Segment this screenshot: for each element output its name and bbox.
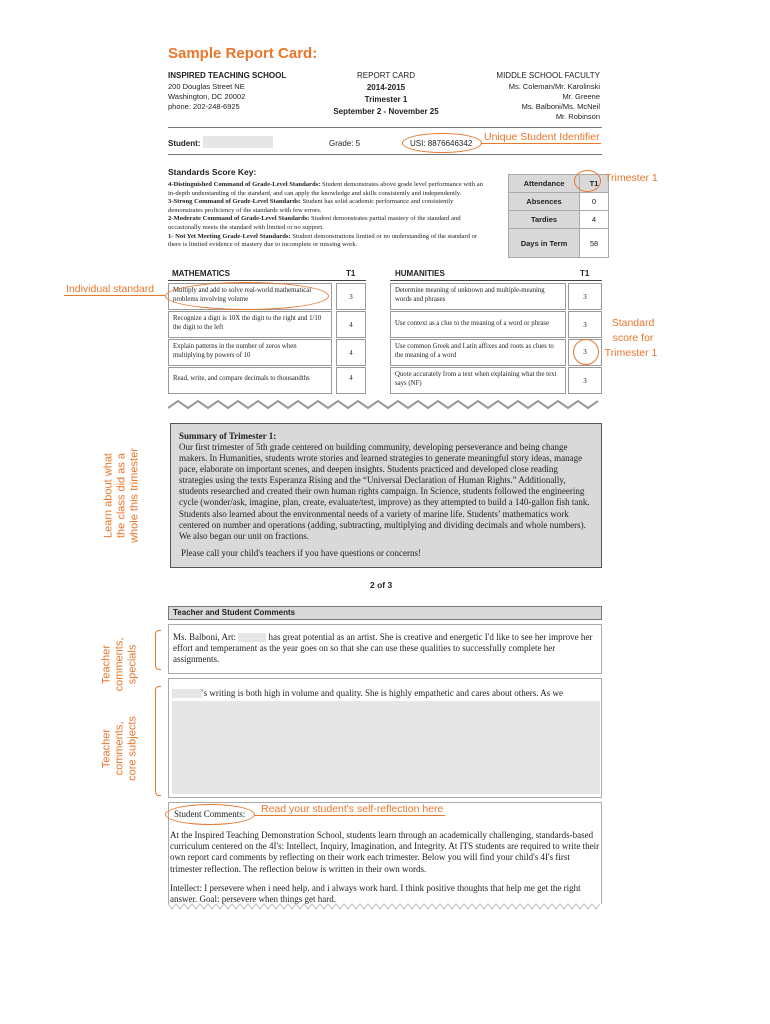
school-phone: phone: 202-248-6925 [168, 102, 240, 111]
humanities-standard: Quote accurately from a text when explaining what the text says (NF) [390, 367, 566, 394]
absences-value: 0 [580, 193, 609, 211]
math-header: MATHEMATICS [172, 269, 230, 278]
humanities-standard: Use common Greek and Latin affixes and roots as clues to the meaning of a word [390, 339, 566, 366]
faculty-name: Mr. Greene [562, 92, 600, 101]
faculty-info [460, 71, 600, 122]
school-name: INSPIRED TEACHING SCHOOL [168, 71, 287, 80]
core-bracket [155, 686, 161, 796]
humanities-score: 3 [583, 377, 587, 385]
student-reflection: Intellect: I persevere when i need help. and i always work hard. I think positive thoughts that help me get the right answer. Goal: persevere when things get hard. [170, 883, 581, 905]
math-score: 4 [349, 349, 353, 357]
humanities-col-t1: T1 [580, 269, 590, 278]
student-comments-intro: At the Inspired Teaching Demonstration School, students learn through an academically challenging, standards-based curriculum centered on the 4I's: Intellect, Inquiry, Imagination, and Integrity. At ITS students are required to write their own report card comments by reflecting on their work each trimester. Below you will find your child's 4I's first trimester reflection. The reflection below is written in their own words. [170, 830, 600, 874]
student-usi: USI: 8876646342 [410, 139, 473, 148]
humanities-standard: Determine meaning of unknown and multiple-meaning words and phrases [390, 283, 566, 310]
page-number: 2 of 3 [370, 580, 393, 590]
divider [390, 280, 602, 281]
student-comments-label: Student Comments: [174, 809, 246, 819]
math-score: 4 [349, 374, 353, 382]
specials-bracket [155, 630, 161, 670]
key-list [168, 181, 486, 250]
trimester-highlight-oval [574, 170, 601, 192]
art-comment: Ms. Balboni, Art: has great potential as an artist. She is creative and energetic I'd like to see her improve her effort and temperament as the year goes on so that she can use these qualities to successfully complete her assignments. [173, 632, 593, 664]
report-info [316, 71, 456, 116]
score-highlight-oval [573, 339, 599, 365]
redacted-student-name [203, 136, 273, 148]
summary-body: Our first trimester of 5th grade centered on building community, developing perseverance and being change makers. In Humanities, students wrote stories and learned strategies to generate meaningful story ideas, manage pace, elaborate on important scenes, and deepen insights. Students practiced and developed close reading strategies using the texts Esperanza Rising and the “Universal Declaration of Human Rights.” Additionally, students researched and created their own human rights campaign. In Science, students followed the engineering cycle (wonder/ask, imagine, plan, create, evaluate/test, improve) as they attempted to build a 140-gallon fish tank. Students also learned about the environmental needs of a variety of marine life. Students’ mathematics work centered on number and operations (adding, subtracting, multiplying and dividing decimals and whole numbers). We also began our unit on fractions. [179, 442, 590, 541]
absences-label: Absences [509, 193, 580, 211]
humanities-standard: Use context as a clue to the meaning of a word or phrase [390, 311, 566, 338]
key-title: Standards Score Key: [168, 167, 257, 177]
divider [168, 280, 366, 281]
comments-header: Teacher and Student Comments [173, 608, 296, 617]
faculty-label: MIDDLE SCHOOL FACULTY [496, 71, 600, 80]
core-annotation: Teacher comments, core subjects [100, 716, 139, 781]
report-trimester: Trimester 1 [364, 95, 408, 104]
faculty-name: Ms. Coleman/Mr. Karolinski [508, 82, 600, 91]
key-item: 1- Not Yet Meeting Grade-Level Standards: Student demonstrations limited or no understanding of the standard or there is limited evidence of mastery due to incomplete or missing work. [168, 232, 478, 249]
redacted-name [238, 633, 266, 642]
summary-title: Summary of Trimester 1: [179, 431, 277, 441]
school-address-1: 200 Douglas Street NE [168, 82, 245, 91]
self-reflection-annotation: Read your student's self-reflection here [261, 803, 444, 815]
trimester-annotation: Trimester 1 [605, 172, 658, 184]
student-grade: Grade: 5 [329, 139, 361, 148]
math-score: 3 [349, 293, 353, 301]
math-score: 4 [349, 321, 353, 329]
attendance-col-t1: T1 [580, 175, 609, 193]
math-standard: Recognize a digit is 10X the digit to the right and 1/10 the digit to the left [168, 311, 332, 338]
school-address-2: Washington, DC 20002 [168, 92, 246, 101]
key-item: 4-Distinguished Command of Grade-Level Standards: Student demonstrates above grade level performance with an in-depth understanding of the standard, and can apply the knowledge and skills consistently and independently. [168, 181, 483, 197]
school-info [168, 71, 308, 112]
torn-edge-bottom [168, 902, 602, 912]
humanities-header: HUMANITIES [395, 269, 445, 278]
annotation-underline [255, 815, 445, 816]
tardies-value: 4 [580, 211, 609, 229]
math-standard: Multiply and add to solve real-world mathematical problems involving volume [168, 283, 332, 310]
page-title: Sample Report Card: [168, 45, 318, 62]
summary-closing: Please call your child's teachers if you have questions or concerns! [181, 548, 422, 558]
math-standard: Explain patterns in the number of zeros when multiplying by powers of 10 [168, 339, 332, 366]
specials-annotation: Teacher comments, specials [100, 637, 139, 692]
torn-edge-divider [168, 398, 602, 412]
days-in-term-value: 58 [580, 229, 609, 258]
math-standard: Read, write, and compare decimals to thousandths [168, 367, 332, 394]
report-label: REPORT CARD [357, 71, 415, 80]
usi-highlight-oval [402, 133, 482, 153]
redacted-comment-area [172, 701, 600, 794]
student-comments-oval [165, 804, 255, 825]
redacted-name [172, 689, 202, 698]
standard-highlight-oval [165, 282, 329, 310]
divider [168, 127, 602, 128]
core-comment: 's writing is both high in volume and quality. She is highly empathetic and cares about others. As we [172, 688, 597, 699]
standard-score-annotation: Standard score for Trimester 1 [604, 317, 658, 359]
individual-standard-annotation: Individual standard [66, 283, 155, 295]
key-item: 3-Strong Command of Grade-Level Standards: Student has solid academic performance and consistently demonstrates proficiency of the standards with few errors. [168, 198, 454, 214]
key-item: 2-Moderate Command of Grade-Level Standards: Student demonstrates partial mastery of the standard and occasionally meets the standard with limited or no support. [168, 215, 461, 231]
student-label: Student: [168, 139, 201, 148]
attendance-header: Attendance [509, 175, 580, 193]
divider [168, 154, 602, 155]
summary-annotation: Learn about what the class did as a whole this trimester [102, 448, 141, 543]
humanities-score: 3 [583, 348, 587, 356]
report-year: 2014-2015 [366, 83, 406, 92]
usi-annotation: Unique Student Identifier [484, 131, 600, 143]
humanities-score: 3 [583, 293, 587, 301]
faculty-name: Ms. Balboni/Ms. McNeil [521, 102, 600, 111]
report-dates: September 2 - November 25 [333, 107, 439, 116]
annotation-underline [481, 143, 601, 144]
tardies-label: Tardies [509, 211, 580, 229]
math-col-t1: T1 [346, 269, 356, 278]
annotation-underline [64, 295, 165, 296]
faculty-name: Mr. Robinson [555, 112, 600, 121]
days-in-term-label: Days in Term [509, 229, 580, 258]
humanities-score: 3 [583, 321, 587, 329]
